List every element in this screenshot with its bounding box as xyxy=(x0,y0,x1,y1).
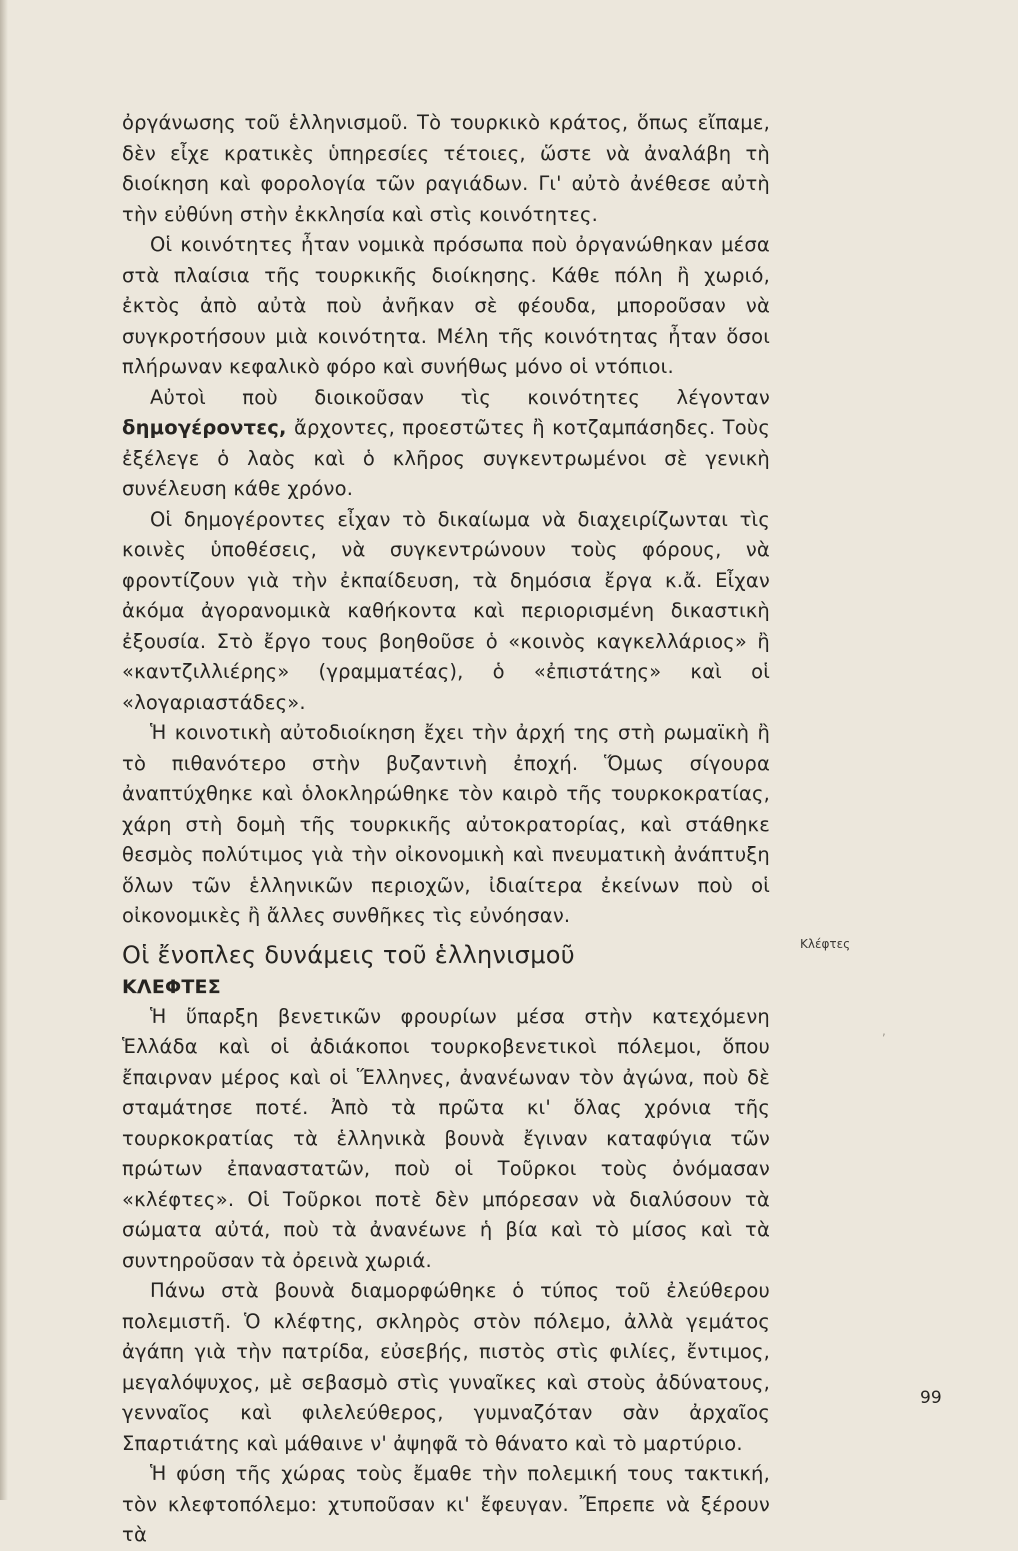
term-dimogerontes: δημογέροντες, xyxy=(122,416,287,439)
kleftes-paragraph-1: Ἡ ὕπαρξη βενετικῶν φρουρίων μέσα στὴν κατεχόμενη Ἑλλάδα καὶ οἱ ἀδιάκοποι τουρκοβενετικοὶ πόλεμοι, ὅπου ἔπαιρναν μέρος καὶ οἱ Ἕλληνες, ἀνανέωναν τὸν ἀγώνα, ποὺ δὲ σταμάτησε ποτέ. Ἀπὸ τὰ πρῶτα κι' ὅλας χρόνια τῆς τουρκοκρατίας τὰ ἑλληνικὰ βουνὰ ἔγιναν καταφύγια τῶν πρώτων ἐπαναστατῶν, ποὺ οἱ Τοῦρκοι τοὺς ὀνόμασαν «κλέφτες». Οἱ Τοῦρκοι ποτὲ δὲν μπόρεσαν νὰ διαλύσουν τὰ σώματα αὐτά, ποὺ τὰ ἀνανέωνε ἡ βία καὶ τὸ μίσος καὶ τὰ συντηροῦσαν τὰ ὀρεινὰ χωριά. xyxy=(122,1004,770,1272)
main-text xyxy=(122,108,770,1551)
paragraph-3 xyxy=(122,383,770,505)
section-heading: Οἱ ἔνοπλες δυνάμεις τοῦ ἑλληνισμοῦ xyxy=(122,940,575,969)
paragraph-2: Οἱ κοινότητες ἦταν νομικὰ πρόσωπα ποὺ ὀργανώθηκαν μέσα στὰ πλαίσια τῆς τουρκικῆς διοίκησης. Κάθε πόλη ἢ χωριό, ἐκτὸς ἀπὸ αὐτὰ ποὺ ἀνῆκαν σὲ φέουδα, μποροῦσαν νὰ συγκροτήσουν μιὰ κοινότητα. Μέλη τῆς κοινότητας ἦταν ὅσοι πλήρωναν κεφαλικὸ φόρο καὶ συνήθως μόνο οἱ ντόπιοι. xyxy=(122,233,770,378)
paragraph-1: ὀργάνωσης τοῦ ἑλληνισμοῦ. Τὸ τουρκικὸ κράτος, ὅπως εἴπαμε, δὲν εἶχε κρατικὲς ὑπηρεσίες τέτοιες, ὥστε νὰ ἀναλάβη τὴ διοίκηση καὶ φορολογία τῶν ραγιάδων. Γι' αὐτὸ ἀνέθεσε αὐτὴ τὴν εὐθύνη στὴν ἐκκλησία καὶ στὶς κοινότητες. xyxy=(122,111,770,226)
paragraph-5: Ἡ κοινοτικὴ αὐτοδιοίκηση ἔχει τὴν ἀρχή της στὴ ρωμαϊκὴ ἢ τὸ πιθανότερο στὴν βυζαντινὴ ἐποχή. Ὅμως σίγουρα ἀναπτύχθηκε καὶ ὁλοκληρώθηκε τὸν καιρὸ τῆς τουρκοκρατίας, χάρη στὴ δομὴ τῆς τουρκικῆς αὐτοκρατορίας, καὶ στάθηκε θεσμὸς πολύτιμος γιὰ τὴν οἰκονομικὴ καὶ πνευματικὴ ἀνάπτυξη ὅλων τῶν ἑλληνικῶν περιοχῶν, ἰδιαίτερα ἐκείνων ποὺ οἱ οἰκονομικὲς ἢ ἄλλες συνθῆκες τὶς εὐνόησαν. xyxy=(122,721,770,927)
faint-mark: , xyxy=(882,1024,886,1038)
paragraph-3-start: Αὐτοὶ ποὺ διοικοῦσαν τὶς κοινότητες λέγονταν xyxy=(150,385,770,409)
sub-heading-kleftes: ΚΛΕΦΤΕΣ xyxy=(122,975,221,998)
paragraph-3-end: ἄρχοντες, προεστῶτες ἢ κοτζαμπάσηδες. Τοὺς ἐξέλεγε ὁ λαὸς καὶ ὁ κλῆρος συγκεντρωμένοι σὲ γενικὴ συνέλευση κάθε χρόνο. xyxy=(122,416,770,500)
page-number: 99 xyxy=(920,1388,942,1408)
binding-edge xyxy=(0,0,8,1500)
margin-note: Κλέφτες xyxy=(800,937,851,951)
paragraph-4: Οἱ δημογέροντες εἶχαν τὸ δικαίωμα νὰ διαχειρίζωνται τὶς κοινὲς ὑποθέσεις, νὰ συγκεντρώνουν τοὺς φόρους, νὰ φροντίζουν γιὰ τὴν ἐκπαίδευση, τὰ δημόσια ἔργα κ.ἄ. Εἶχαν ἀκόμα ἀγορανομικὰ καθήκοντα καὶ περιορισμένη δικαστικὴ ἐξουσία. Στὸ ἔργο τους βοηθοῦσε ὁ «κοινὸς καγκελλάριος» ἢ «καντζιλλιέρης» (γραμματέας), ὁ «ἐπιστάτης» καὶ οἱ «λογαριαστάδες». xyxy=(122,507,770,714)
kleftes-paragraph-3: Ἡ φύση τῆς χώρας τοὺς ἔμαθε τὴν πολεμική τους τακτική, τὸν κλεφτοπόλεμο: χτυποῦσαν κι' ἔφευγαν. Ἔπρεπε νὰ ξέρουν τὰ xyxy=(122,1462,770,1546)
kleftes-paragraph-2: Πάνω στὰ βουνὰ διαμορφώθηκε ὁ τύπος τοῦ ἐλεύθερου πολεμιστῆ. Ὁ κλέφτης, σκληρὸς στὸν πόλεμο, ἀλλὰ γεμάτος ἀγάπη γιὰ τὴν πατρίδα, εὐσεβής, πιστὸς στὶς φιλίες, ἔντιμος, μεγαλόψυχος, μὲ σεβασμὸ στὶς γυναῖκες καὶ στοὺς ἀδύνατους, γενναῖος καὶ φιλελεύθερος, γυμναζόταν σὰν ἀρχαῖος Σπαρτιάτης καὶ μάθαινε ν' ἀψηφᾶ τὸ θάνατο καὶ τὸ μαρτύριο. xyxy=(122,1279,770,1455)
